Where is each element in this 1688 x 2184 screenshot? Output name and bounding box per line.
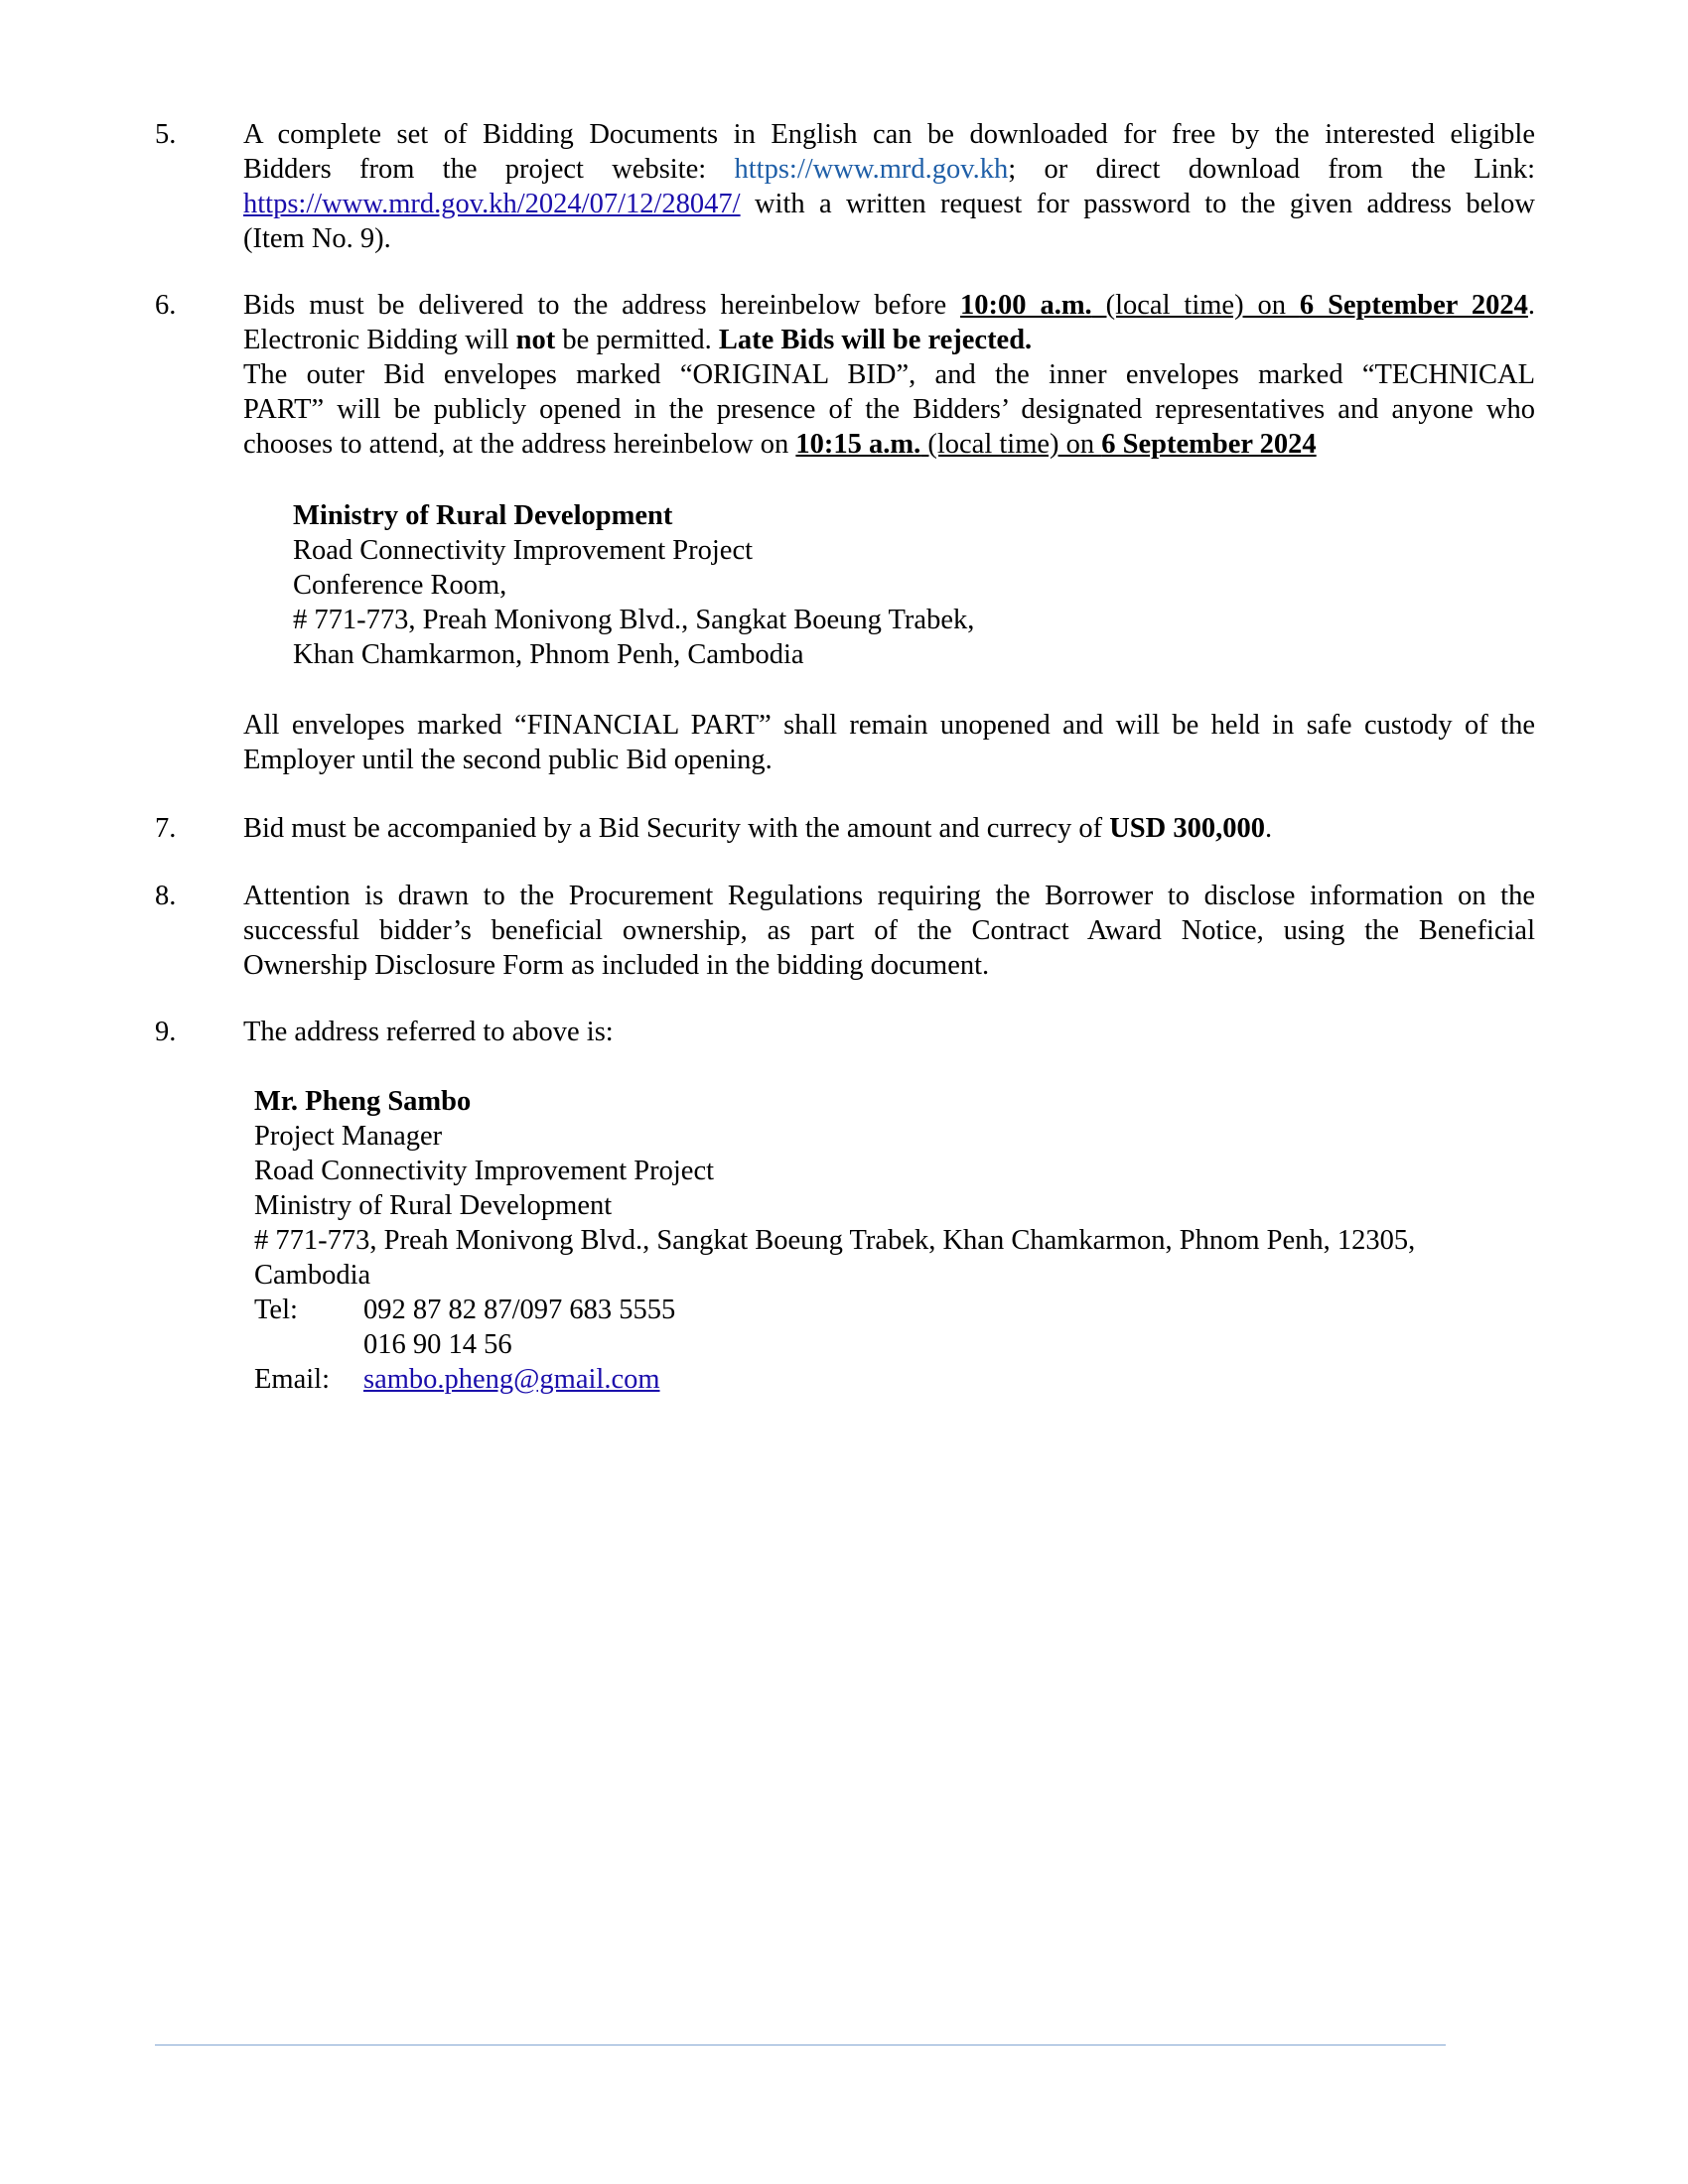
- text-fragment: with a written request for password to the given address below: [740, 189, 1535, 219]
- text-line: [243, 187, 1535, 221]
- contact-project: Road Connectivity Improvement Project: [254, 1156, 715, 1186]
- text-fragment: (local time) on: [1091, 290, 1300, 321]
- item-8-body: [243, 879, 1535, 983]
- text-line: [243, 152, 1535, 187]
- address-name: Ministry of Rural Development: [293, 500, 673, 531]
- text-line: Attention is drawn to the Procurement Regulations requiring the Borrower to disclose information on the: [243, 881, 1535, 911]
- address-line: Conference Room,: [293, 570, 507, 601]
- contact-street: # 771-773, Preah Monivong Blvd., Sangkat Boeung Trabek, Khan Chamkarmon, Phnom Penh, 12305,: [254, 1225, 1416, 1256]
- tel-number: 016 90 14 56: [363, 1329, 512, 1360]
- deadline-time: 10:00 a.m.: [960, 290, 1092, 321]
- address-line: Khan Chamkarmon, Phnom Penh, Cambodia: [293, 639, 804, 670]
- text-line: [243, 288, 1535, 323]
- late-bids-note: Late Bids will be rejected.: [718, 325, 1033, 355]
- text-line: Ownership Disclosure Form as included in the bidding document.: [243, 950, 990, 981]
- contact-name: Mr. Pheng Sambo: [254, 1086, 472, 1117]
- financial-part-body: [243, 708, 1535, 777]
- text-fragment: Bids must be delivered to the address hereinbelow before: [243, 290, 961, 321]
- item-6-body: [243, 288, 1535, 462]
- contact-ministry: Ministry of Rural Development: [254, 1190, 613, 1221]
- text-fragment: chooses to attend, at the address hereinbelow on: [243, 429, 796, 460]
- item-9: [155, 1015, 1535, 1049]
- text-fragment: be permitted.: [555, 325, 719, 355]
- tel-label: Tel:: [254, 1295, 298, 1325]
- text-fragment: Electronic Bidding will: [243, 325, 516, 355]
- address-line: # 771-773, Preah Monivong Blvd., Sangkat Boeung Trabek,: [293, 605, 975, 635]
- project-website-link[interactable]: https://www.mrd.gov.kh: [734, 154, 1009, 185]
- item-6: [155, 288, 1535, 462]
- contact-address-block: [254, 1084, 1415, 1397]
- text-line: The address referred to above is:: [243, 1017, 614, 1047]
- item-number: 6.: [155, 290, 177, 321]
- opening-date: 6 September 2024: [1101, 429, 1317, 460]
- item-9-body: [243, 1015, 1535, 1049]
- item-7: [155, 811, 1535, 846]
- contact-tel-row-2: [254, 1327, 1415, 1362]
- text-line: [243, 323, 1535, 357]
- item-5: [155, 117, 1535, 256]
- address-line: Road Connectivity Improvement Project: [293, 535, 754, 566]
- text-line: successful bidder’s beneficial ownership, as part of the Contract Award Notice, using the Beneficial: [243, 915, 1535, 946]
- deadline-date: 6 September 2024: [1299, 290, 1528, 321]
- text-line: Employer until the second public Bid opening.: [243, 745, 773, 775]
- text-fragment: (local time) on: [920, 429, 1102, 460]
- bid-security-amount: USD 300,000: [1109, 813, 1265, 844]
- contact-tel-row: [254, 1293, 1415, 1327]
- text-line: [243, 427, 1535, 462]
- text-fragment: ; or direct download from the Link:: [1008, 154, 1535, 185]
- text-fragment: .: [1264, 813, 1273, 844]
- text-fragment: .: [1527, 290, 1535, 321]
- text-line: All envelopes marked “FINANCIAL PART” shall remain unopened and will be held in safe custody of the: [243, 710, 1535, 741]
- item-8: [155, 879, 1535, 983]
- text-line: The outer Bid envelopes marked “ORIGINAL BID”, and the inner envelopes marked “TECHNICAL: [243, 359, 1535, 390]
- text-fragment: Bidders from the project website:: [243, 154, 735, 185]
- text-line: [243, 811, 1535, 846]
- contact-country: Cambodia: [254, 1260, 371, 1291]
- contact-title: Project Manager: [254, 1121, 443, 1152]
- item-5-body: [243, 117, 1535, 256]
- footer-rule: [155, 2044, 1446, 2046]
- text-line: A complete set of Bidding Documents in English can be downloaded for free by the interested eligible: [243, 119, 1535, 150]
- opening-address-block: [293, 498, 974, 672]
- item-number: 5.: [155, 119, 177, 150]
- email-label: Email:: [254, 1364, 330, 1395]
- financial-part-note: [155, 708, 1535, 777]
- download-link[interactable]: https://www.mrd.gov.kh/2024/07/12/28047/: [243, 189, 741, 219]
- email-link[interactable]: sambo.pheng@gmail.com: [363, 1364, 660, 1395]
- text-line: PART” will be publicly opened in the presence of the Bidders’ designated representatives and anyone who: [243, 394, 1535, 425]
- tel-number: 092 87 82 87/097 683 5555: [363, 1295, 676, 1325]
- opening-time: 10:15 a.m.: [795, 429, 921, 460]
- text-line: (Item No. 9).: [243, 223, 391, 254]
- item-number: 9.: [155, 1017, 177, 1047]
- text-fragment: Bid must be accompanied by a Bid Security with the amount and currecy of: [243, 813, 1110, 844]
- contact-email-row: [254, 1362, 1415, 1397]
- text-fragment: not: [515, 325, 556, 355]
- item-number: 7.: [155, 813, 177, 844]
- item-number: 8.: [155, 881, 177, 911]
- item-7-body: [243, 811, 1535, 846]
